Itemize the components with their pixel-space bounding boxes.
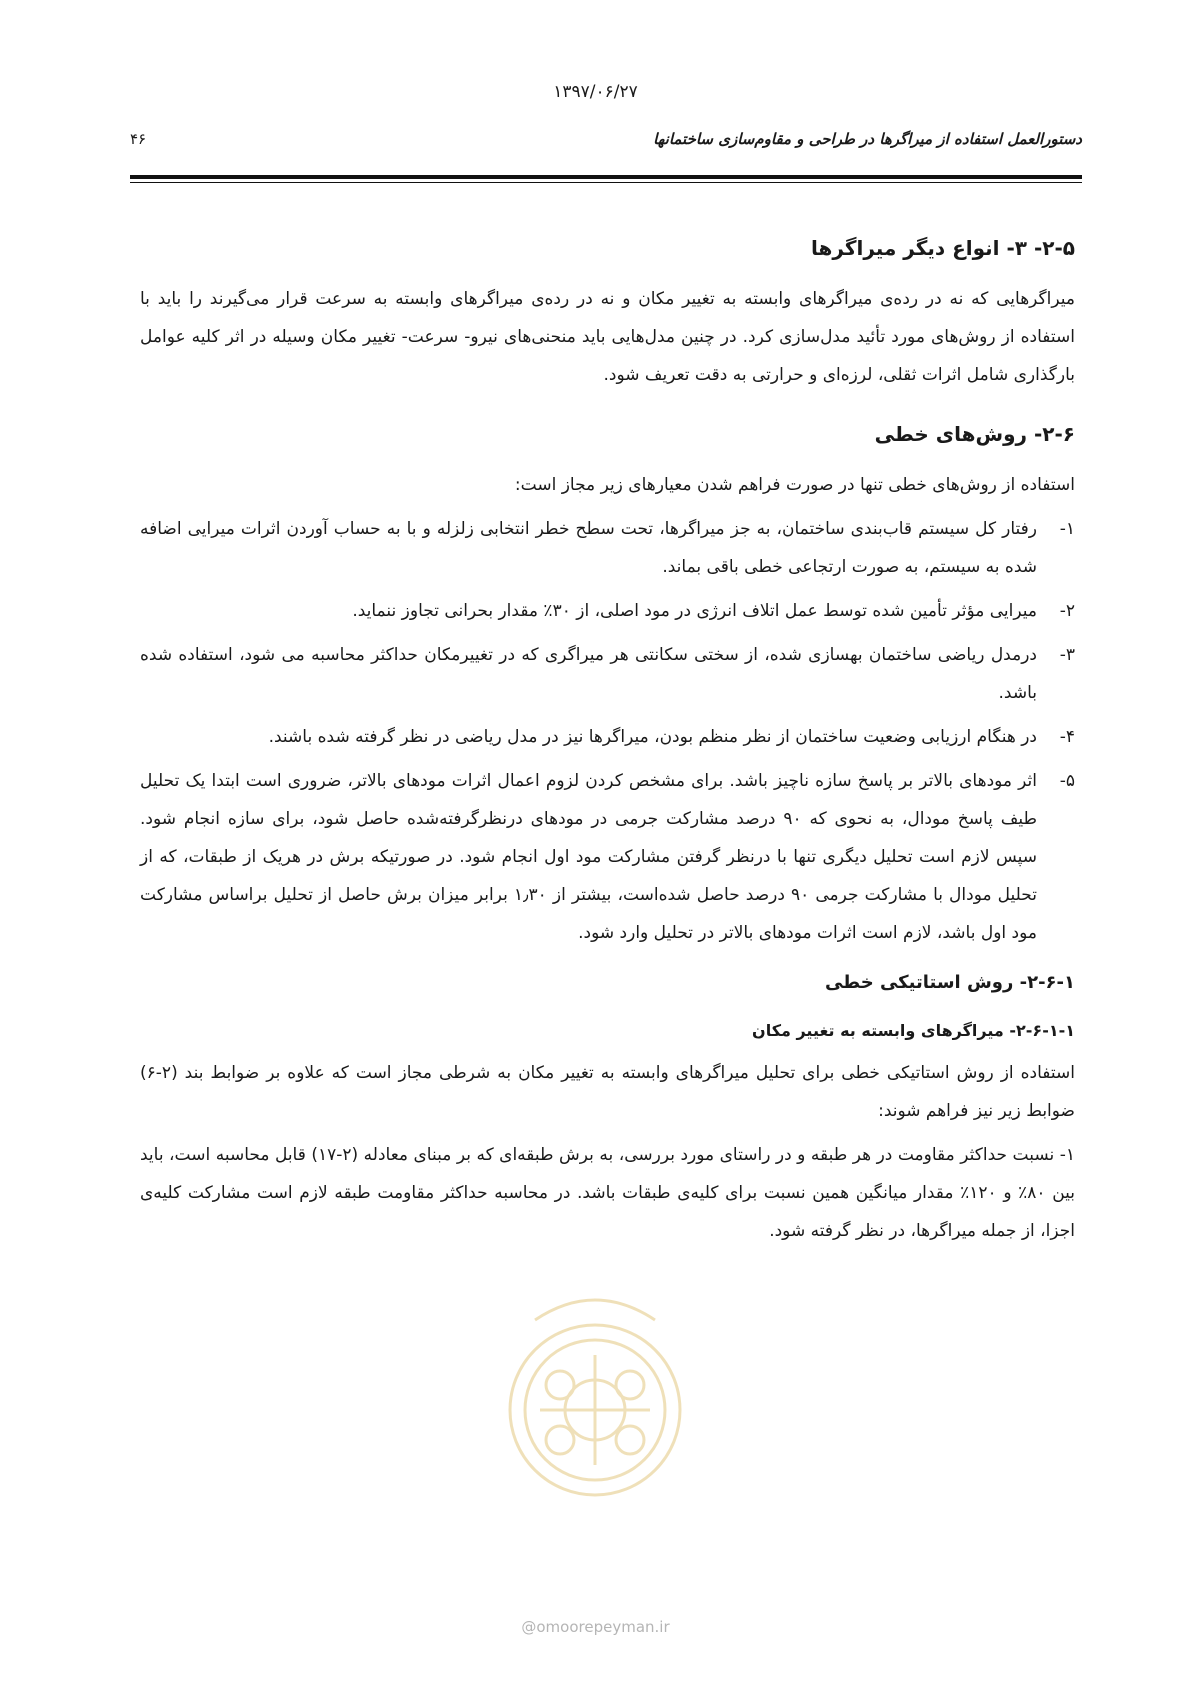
list-item-text: رفتار کل سیستم قاب‌بندی ساختمان، به جز میراگرها، تحت سطح خطر انتخابی زلزله و با به حساب آوردن اثرات میرایی اضافه شده به سیستم، به صورت ارتجاعی خطی باقی بماند. bbox=[140, 519, 1037, 577]
header-rule-thick bbox=[130, 175, 1082, 179]
section-intro: استفاده از روش‌های خطی تنها در صورت فراهم شدن معیارهای زیر مجاز است: bbox=[514, 475, 1075, 495]
list-item-number: ۴- bbox=[1059, 727, 1075, 747]
list-item-number: ۱- bbox=[1059, 519, 1075, 539]
page-header bbox=[130, 130, 1082, 160]
section-paragraph: استفاده از روش استاتیکی خطی برای تحلیل میراگرهای وابسته به تغییر مکان به شرطی مجاز است که علاوه بر ضوابط بند (۲-۶) ضوابط زیر نیز فراهم شوند: bbox=[140, 1063, 1075, 1121]
list-item bbox=[140, 592, 1075, 630]
document-date: ۱۳۹۷/۰۶/۲۷ bbox=[553, 82, 638, 102]
list-item-number: ۲- bbox=[1059, 601, 1075, 621]
section-heading-displacement-dampers: ۲-۶-۱-۱- میراگرهای وابسته به تغییر مکان bbox=[752, 1021, 1075, 1040]
section-paragraph: ۱- نسبت حداکثر مقاومت در هر طبقه و در راستای مورد بررسی، به برش طبقه‌ای که بر مبنای معادله (۲-۱۷) قابل محاسبه است، باید بین ۸۰٪ و ۱۲۰٪ مقدار میانگین همین نسبت برای کلیه‌ی طبقات باشد. در محاسبه حداکثر مقاومت طبقه لازم است مشارکت کلیه‌ی اجزا، از جمله میراگرها، در نظر گرفته شود. bbox=[140, 1145, 1075, 1241]
list-item-text: میرایی مؤثر تأمین شده توسط عمل اتلاف انرژی در مود اصلی، از ۳۰٪ مقدار بحرانی تجاوز ننماید. bbox=[352, 601, 1037, 621]
list-item bbox=[140, 718, 1075, 756]
criteria-list bbox=[140, 510, 1075, 952]
section-heading-other-dampers: ۲-۵- ۳- انواع دیگر میراگرها bbox=[811, 236, 1075, 260]
list-item-number: ۳- bbox=[1059, 645, 1075, 665]
watermark-site: @omoorepeyman.ir bbox=[521, 1618, 670, 1636]
list-item bbox=[140, 636, 1075, 712]
list-item-text: درمدل ریاضی ساختمان بهسازی شده، از سختی سکانتی هر میراگری که در تغییرمکان حداکثر محاسبه می شود، استفاده شده باشد. bbox=[140, 645, 1037, 703]
page-content bbox=[140, 220, 1075, 1256]
section-paragraph: میراگرهایی که نه در رده‌ی میراگرهای وابسته به تغییر مکان و نه در رده‌ی میراگرهای وابسته به سرعت قرار می‌گیرند را باید با استفاده از روش‌های مورد تأئید مدل‌سازی کرد. در چنین مدل‌هایی باید منحنی‌های نیرو- سرعت- تغییر مکان وسیله در اثر کلیه عوامل بارگذاری شامل اثرات ثقلی، لرزه‌ای و حرارتی به دقت تعریف شود. bbox=[140, 289, 1075, 385]
page-number: ۴۶ bbox=[130, 130, 147, 148]
list-item bbox=[140, 762, 1075, 952]
list-item-text: اثر مودهای بالاتر بر پاسخ سازه ناچیز باشد. برای مشخص کردن لزوم اعمال اثرات مودهای بالاتر، ضروری است ابتدا یک تحلیل طیف پاسخ مودال، به نحوی که ۹۰ درصد مشارکت جرمی در مودهای درنظرگرفته‌شده حاصل شود، برای سازه انجام شود. سپس لازم است تحلیل دیگری تنها با درنظر گرفتن مشارکت مود اول انجام شود. در صورتیکه برش در هریک از طبقات، که از تحلیل مودال با مشارکت جرمی ۹۰ درصد حاصل شده‌است، بیشتر از ۱٫۳۰ برابر میزان برش حاصل از تحلیل براساس مشارکت مود اول باشد، لازم است اثرات مودهای بالاتر در تحلیل وارد شود. bbox=[140, 771, 1037, 943]
list-item bbox=[140, 510, 1075, 586]
header-rule-thin bbox=[130, 182, 1082, 183]
seal-logo-icon bbox=[500, 1275, 690, 1515]
list-item-number: ۵- bbox=[1059, 771, 1075, 791]
section-heading-linear-static: ۲-۶-۱- روش استاتیکی خطی bbox=[824, 972, 1075, 993]
section-heading-linear-methods: ۲-۶- روش‌های خطی bbox=[874, 422, 1075, 446]
header-title: دستورالعمل استفاده از میراگرها در طراحی و مقاوم‌سازی ساختمانها bbox=[653, 130, 1082, 148]
list-item-text: در هنگام ارزیابی وضعیت ساختمان از نظر منظم بودن، میراگرها نیز در مدل ریاضی در نظر گرفته شده باشند. bbox=[268, 727, 1037, 747]
